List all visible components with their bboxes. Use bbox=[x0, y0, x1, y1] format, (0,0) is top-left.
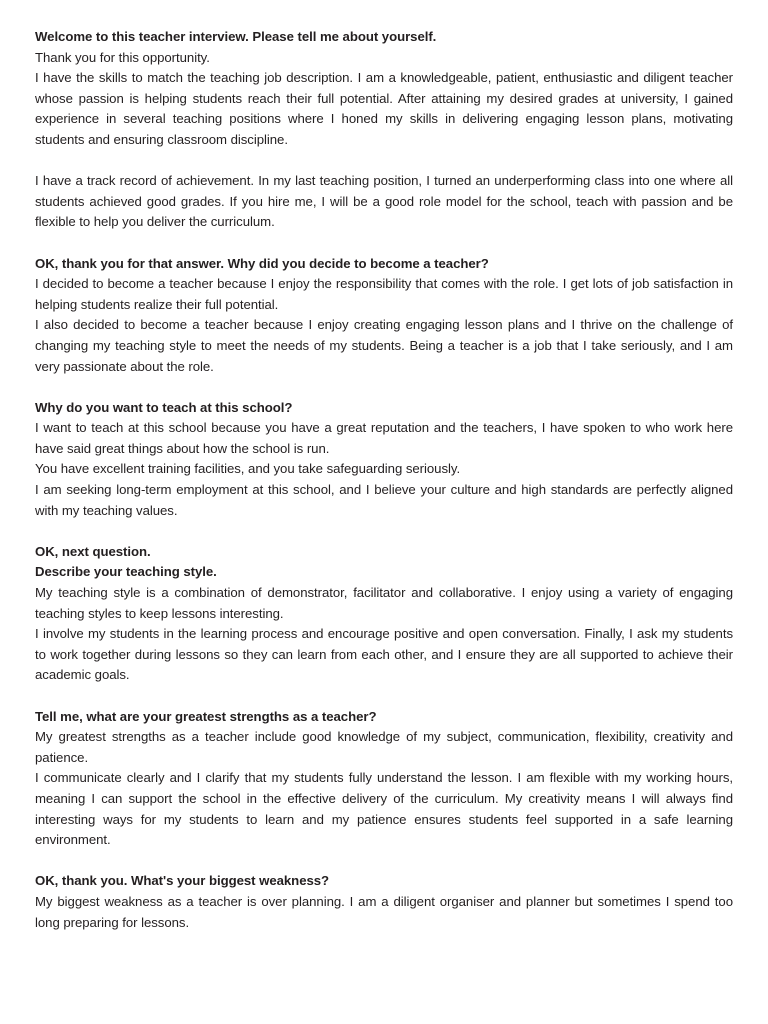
interview-answer: Thank you for this opportunity. bbox=[35, 49, 210, 65]
interview-answer: I communicate clearly and I clarify that my students fully understand the lesson. I am flexible with my working hours, meaning I can support the school in the effective delivery of the curriculum. My creativity means I will always find interesting ways for my students to learn and my patience ensures students feel supported in a safe learning environment. bbox=[35, 770, 733, 848]
document-text-body bbox=[35, 27, 733, 933]
interview-answer: I decided to become a teacher because I enjoy the responsibility that comes with the role. I get lots of job satisfaction in helping students realize their full potential. bbox=[35, 276, 733, 312]
interview-question: Welcome to this teacher interview. Please tell me about yourself. bbox=[35, 29, 437, 44]
interview-answer: I want to teach at this school because you have a great reputation and the teachers, I have spoken to who work here have said great things about how the school is run. bbox=[35, 420, 733, 456]
interview-answer: I have a track record of achievement. In my last teaching position, I turned an underperforming class into one where all students achieved good grades. If you hire me, I will be a good role model for the school, teach with passion and be flexible to help you deliver the curriculum. bbox=[35, 173, 733, 230]
paragraph-spacer bbox=[35, 233, 733, 254]
interview-answer: My biggest weakness as a teacher is over planning. I am a diligent organiser and planner but sometimes I spend too long preparing for lessons. bbox=[35, 893, 733, 930]
interview-question: Why do you want to teach at this school? bbox=[35, 399, 293, 415]
paragraph-spacer bbox=[35, 851, 733, 872]
interview-answer: My teaching style is a combination of demonstrator, facilitator and collaborative. I enjoy using a variety of engaging teaching styles to keep lessons interesting. bbox=[35, 585, 733, 621]
interview-answer: I involve my students in the learning process and encourage positive and open conversation. Finally, I ask my students to work together during lessons so they can learn from each other, and I ensure they are all supported to achieve their academic goals. bbox=[35, 626, 733, 683]
interview-question: OK, thank you. What's your biggest weakness? bbox=[35, 873, 330, 889]
paragraph-spacer bbox=[35, 686, 733, 707]
interview-question: OK, thank you for that answer. Why did you decide to become a teacher? bbox=[35, 255, 489, 271]
paragraph-spacer bbox=[35, 377, 733, 398]
interview-question: Describe your teaching style. bbox=[35, 564, 217, 580]
interview-answer: I have the skills to match the teaching job description. I am a knowledgeable, patient, enthusiastic and diligent teacher whose passion is helping students reach their full potential. After attaining my desired grades at university, I gained experience in several teaching positions where I honed my skills in delivering engaging lesson plans, motivating students and ensuring classroom discipline. bbox=[35, 70, 733, 147]
interview-answer: You have excellent training facilities, and you take safeguarding seriously. bbox=[35, 461, 461, 477]
interview-answer: I also decided to become a teacher because I enjoy creating engaging lesson plans and I thrive on the challenge of changing my teaching style to meet the needs of my students. Being a teacher is a job that I take seriously, and I am very passionate about the role. bbox=[35, 317, 733, 374]
interview-question: Tell me, what are your greatest strengths as a teacher? bbox=[35, 708, 377, 724]
paragraph-spacer bbox=[35, 521, 733, 542]
interview-question: OK, next question. bbox=[35, 543, 151, 559]
interview-answer: I am seeking long-term employment at this school, and I believe your culture and high standards are perfectly aligned with my teaching values. bbox=[35, 482, 733, 518]
interview-answer: My greatest strengths as a teacher include good knowledge of my subject, communication, flexibility, creativity and patience. bbox=[35, 729, 733, 765]
paragraph-spacer bbox=[35, 151, 733, 172]
